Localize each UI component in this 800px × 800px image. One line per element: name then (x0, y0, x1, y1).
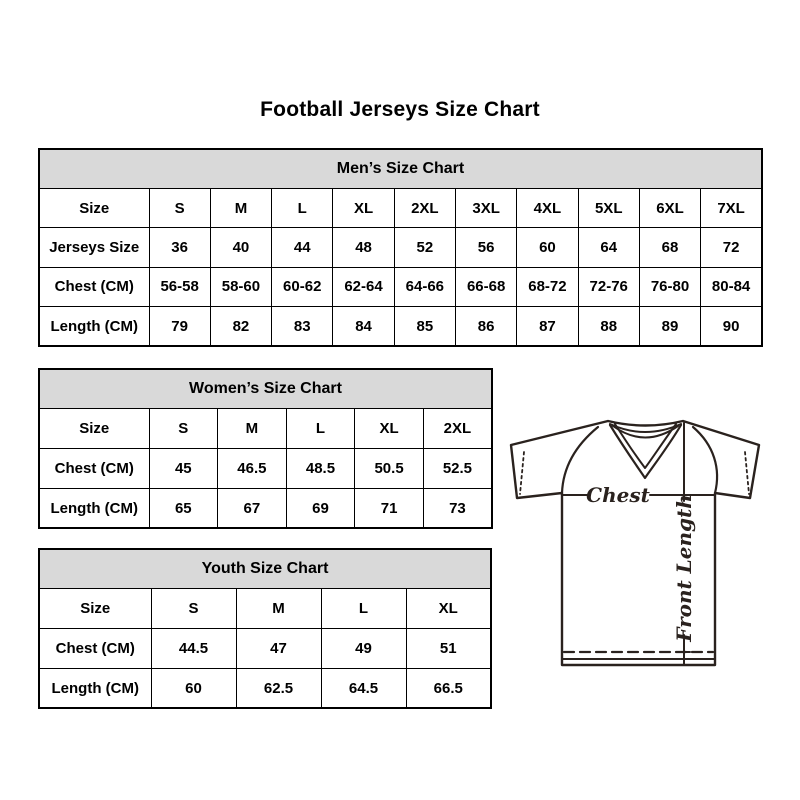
size-header-cell: S (149, 188, 210, 227)
size-value-cell: 66-68 (455, 267, 516, 306)
size-value-cell: 90 (701, 307, 762, 346)
table-row (39, 449, 492, 489)
table-row (39, 307, 762, 346)
size-value-cell: 44 (272, 228, 333, 267)
table-title: Men’s Size Chart (39, 149, 762, 188)
size-value-cell: 50.5 (355, 449, 424, 489)
size-value-cell: 69 (286, 488, 355, 528)
size-header-cell: 4XL (517, 188, 578, 227)
size-value-cell: 86 (455, 307, 516, 346)
size-value-cell: 68-72 (517, 267, 578, 306)
size-value-cell: 48 (333, 228, 394, 267)
row-label-cell: Length (CM) (39, 307, 149, 346)
size-header-cell: 2XL (423, 409, 492, 449)
size-value-cell: 82 (210, 307, 271, 346)
size-value-cell: 68 (639, 228, 700, 267)
size-value-cell: 80-84 (701, 267, 762, 306)
table-title-row (39, 549, 491, 589)
size-value-cell: 72 (701, 228, 762, 267)
table-title-row (39, 149, 762, 188)
size-value-cell: 60 (517, 228, 578, 267)
size-value-cell: 46.5 (218, 449, 287, 489)
right-armhole-seam (693, 427, 717, 493)
size-value-cell: 47 (236, 629, 321, 669)
size-value-cell: 52.5 (423, 449, 492, 489)
size-value-cell: 85 (394, 307, 455, 346)
size-value-cell: 71 (355, 488, 424, 528)
size-value-cell: 88 (578, 307, 639, 346)
size-value-cell: 79 (149, 307, 210, 346)
size-header-cell: XL (333, 188, 394, 227)
table-row (39, 629, 491, 669)
table-row (39, 488, 492, 528)
size-value-cell: 62-64 (333, 267, 394, 306)
size-value-cell: 64 (578, 228, 639, 267)
jersey-illustration (500, 403, 780, 671)
table-title: Youth Size Chart (39, 549, 491, 589)
size-value-cell: 58-60 (210, 267, 271, 306)
size-value-cell: 64-66 (394, 267, 455, 306)
size-header-cell: M (218, 409, 287, 449)
mens-size-chart-table (38, 148, 763, 347)
row-label-cell: Chest (CM) (39, 267, 149, 306)
size-header-cell: XL (406, 589, 491, 629)
table-row (39, 188, 762, 227)
size-value-cell: 48.5 (286, 449, 355, 489)
left-cuff-dotted-line (520, 452, 524, 494)
size-value-cell: 66.5 (406, 668, 491, 708)
table-row (39, 267, 762, 306)
size-header-cell: S (149, 409, 218, 449)
table-title-row (39, 369, 492, 409)
size-value-cell: 52 (394, 228, 455, 267)
size-header-cell: L (286, 409, 355, 449)
size-value-cell: 44.5 (151, 629, 236, 669)
size-header-cell: L (321, 589, 406, 629)
size-value-cell: 45 (149, 449, 218, 489)
size-value-cell: 51 (406, 629, 491, 669)
size-value-cell: 67 (218, 488, 287, 528)
jersey-measurement-diagram (500, 403, 780, 671)
size-header-cell: 5XL (578, 188, 639, 227)
size-value-cell: 87 (517, 307, 578, 346)
size-value-cell: 60-62 (272, 267, 333, 306)
size-value-cell: 89 (639, 307, 700, 346)
table-row (39, 228, 762, 267)
size-value-cell: 36 (149, 228, 210, 267)
size-header-cell: S (151, 589, 236, 629)
size-value-cell: 56 (455, 228, 516, 267)
size-header-cell: 2XL (394, 188, 455, 227)
row-label-cell: Size (39, 188, 149, 227)
row-label-cell: Size (39, 589, 151, 629)
size-value-cell: 72-76 (578, 267, 639, 306)
size-header-cell: M (210, 188, 271, 227)
size-value-cell: 40 (210, 228, 271, 267)
size-header-cell: 7XL (701, 188, 762, 227)
table-row (39, 668, 491, 708)
size-header-cell: M (236, 589, 321, 629)
table-row (39, 409, 492, 449)
size-value-cell: 73 (423, 488, 492, 528)
table-row (39, 589, 491, 629)
right-cuff-dotted-line (745, 452, 749, 494)
row-label-cell: Jerseys Size (39, 228, 149, 267)
size-value-cell: 84 (333, 307, 394, 346)
size-header-cell: L (272, 188, 333, 227)
youth-size-chart-table (38, 548, 492, 709)
size-value-cell: 49 (321, 629, 406, 669)
womens-size-chart-table (38, 368, 493, 529)
row-label-cell: Length (CM) (39, 488, 149, 528)
size-value-cell: 76-80 (639, 267, 700, 306)
size-header-cell: XL (355, 409, 424, 449)
size-value-cell: 83 (272, 307, 333, 346)
table-title: Women’s Size Chart (39, 369, 492, 409)
front-length-label: Front Length (672, 494, 696, 642)
size-value-cell: 60 (151, 668, 236, 708)
jersey-outline (511, 421, 759, 665)
size-value-cell: 56-58 (149, 267, 210, 306)
size-value-cell: 65 (149, 488, 218, 528)
row-label-cell: Chest (CM) (39, 449, 149, 489)
size-value-cell: 64.5 (321, 668, 406, 708)
chest-label: Chest (586, 483, 650, 507)
row-label-cell: Length (CM) (39, 668, 151, 708)
row-label-cell: Chest (CM) (39, 629, 151, 669)
size-value-cell: 62.5 (236, 668, 321, 708)
row-label-cell: Size (39, 409, 149, 449)
page-title: Football Jerseys Size Chart (260, 98, 540, 121)
size-header-cell: 3XL (455, 188, 516, 227)
size-header-cell: 6XL (639, 188, 700, 227)
